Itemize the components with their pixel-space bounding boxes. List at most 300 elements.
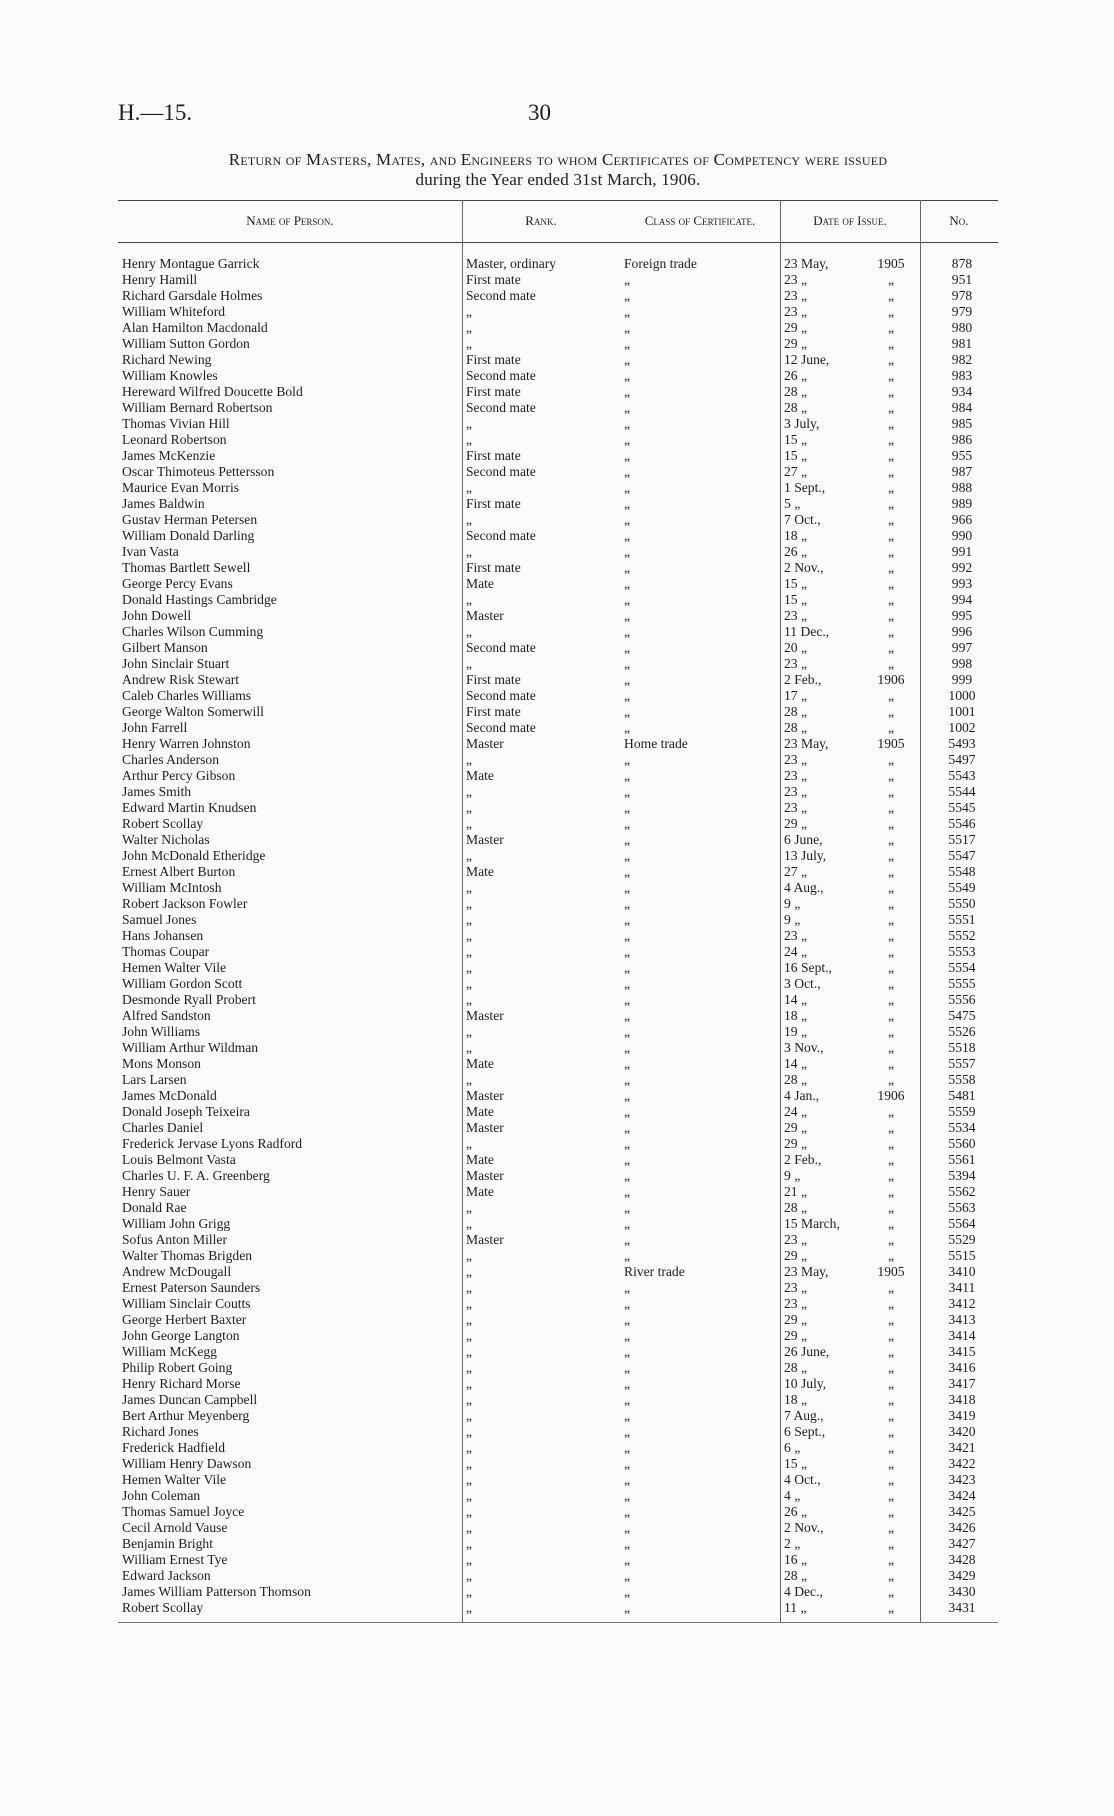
certificate-number-cell: 3416	[948, 1360, 976, 1375]
certificate-class-cell: „	[624, 1568, 631, 1583]
table-row	[118, 432, 998, 448]
person-name: John Williams	[122, 1024, 201, 1039]
table-row	[118, 624, 998, 640]
issue-year-cell: „	[887, 384, 895, 399]
column-header-class: Class of Certificate.	[644, 213, 756, 228]
certificate-class-cell: „	[624, 960, 631, 975]
table-row	[118, 1200, 998, 1216]
certificate-class-cell: Foreign trade	[624, 256, 697, 271]
certificate-number-cell: 5545	[948, 800, 976, 815]
certificate-number-cell: 5526	[948, 1024, 976, 1039]
rank-cell: „	[466, 480, 473, 495]
table-row	[118, 1184, 998, 1200]
table-row	[118, 832, 998, 848]
rank-cell: „	[466, 784, 473, 799]
certificate-number-cell: 994	[951, 592, 973, 607]
rank-cell: „	[466, 928, 473, 943]
rank-cell: „	[466, 1440, 473, 1455]
rank-cell: „	[466, 1536, 473, 1551]
column-header-name: Name of Person.	[246, 213, 334, 228]
person-name: John Farrell	[122, 720, 188, 735]
table-row	[118, 576, 998, 592]
issue-date-cell: 12 June,	[784, 352, 830, 367]
table-row	[118, 480, 998, 496]
person-name: William Ernest Tye	[122, 1552, 228, 1567]
person-name: Bert Arthur Meyenberg	[122, 1408, 250, 1423]
person-name: Thomas Coupar	[122, 944, 210, 959]
certificate-class-cell: „	[624, 1472, 631, 1487]
issue-year-cell: 1906	[877, 672, 905, 687]
issue-year-cell: „	[887, 1120, 895, 1135]
issue-year-cell: „	[887, 1408, 895, 1423]
table-row	[118, 416, 998, 432]
issue-year-cell: „	[887, 1456, 895, 1471]
rank-cell: Mate	[466, 864, 494, 879]
rank-cell: „	[466, 1280, 473, 1295]
person-name: Henry Hamill	[122, 272, 198, 287]
rank-cell: Second mate	[466, 288, 536, 303]
certificate-number-cell: 3424	[948, 1488, 976, 1503]
certificate-number-cell: 991	[951, 544, 973, 559]
certificate-class-cell: „	[624, 1424, 631, 1439]
person-name: William Sinclair Coutts	[122, 1296, 251, 1311]
rank-cell: Master	[466, 608, 504, 623]
certificate-class-cell: „	[624, 1488, 631, 1503]
certificate-class-cell: River trade	[624, 1264, 685, 1279]
certificate-class-cell: „	[624, 480, 631, 495]
issue-date-cell: 2 Feb.,	[784, 672, 822, 687]
certificate-number-cell: 982	[951, 352, 973, 367]
certificate-class-cell: „	[624, 720, 631, 735]
column-header-rank: Rank.	[525, 213, 557, 228]
issue-year-cell: „	[887, 1600, 895, 1615]
rank-cell: „	[466, 960, 473, 975]
table-row	[118, 1328, 998, 1344]
issue-date-cell: 4 Aug.,	[784, 880, 824, 895]
issue-date-cell: 29 „	[784, 1312, 808, 1327]
issue-year-cell: „	[887, 640, 895, 655]
person-name: Frederick Jervase Lyons Radford	[122, 1136, 303, 1151]
issue-date-cell: 23 „	[784, 288, 808, 303]
certificate-class-cell: „	[624, 944, 631, 959]
certificate-class-cell: „	[624, 1184, 631, 1199]
certificate-class-cell: „	[624, 688, 631, 703]
issue-date-cell: 14 „	[784, 992, 808, 1007]
rank-cell: „	[466, 1408, 473, 1423]
person-name: George Percy Evans	[122, 576, 233, 591]
table-row	[118, 1344, 998, 1360]
rank-cell: „	[466, 880, 473, 895]
issue-date-cell: 4 Dec.,	[784, 1584, 823, 1599]
person-name: Hemen Walter Vile	[122, 960, 227, 975]
rank-cell: „	[466, 752, 473, 767]
issue-year-cell: „	[887, 752, 895, 767]
certificate-class-cell: „	[624, 1088, 631, 1103]
certificate-class-cell: „	[624, 1152, 631, 1167]
issue-date-cell: 11 „	[784, 1600, 807, 1615]
page-title	[118, 150, 998, 190]
certificate-class-cell: „	[624, 1536, 631, 1551]
person-name: Robert Scollay	[122, 1600, 204, 1615]
rank-cell: „	[466, 304, 473, 319]
certificate-class-cell: „	[624, 560, 631, 575]
certificate-class-cell: „	[624, 1328, 631, 1343]
person-name: George Herbert Baxter	[122, 1312, 247, 1327]
rank-cell: First mate	[466, 672, 521, 687]
rank-cell: Master	[466, 1168, 504, 1183]
table-row	[118, 896, 998, 912]
table-row	[118, 1472, 998, 1488]
rank-cell: „	[466, 624, 473, 639]
rank-cell: „	[466, 816, 473, 831]
certificate-class-cell: „	[624, 432, 631, 447]
table-row	[118, 336, 998, 352]
certificate-class-cell: „	[624, 544, 631, 559]
rank-cell: Mate	[466, 1104, 494, 1119]
person-name: Louis Belmont Vasta	[122, 1152, 236, 1167]
rank-cell: Second mate	[466, 720, 536, 735]
certificate-number-cell: 5556	[948, 992, 976, 1007]
certificate-class-cell: „	[624, 1440, 631, 1455]
certificate-class-cell: Home trade	[624, 736, 688, 751]
rank-cell: „	[466, 1216, 473, 1231]
issue-year-cell: „	[887, 896, 895, 911]
rank-cell: Second mate	[466, 688, 536, 703]
issue-date-cell: 23 „	[784, 304, 808, 319]
issue-year-cell: „	[887, 288, 895, 303]
rank-cell: „	[466, 1424, 473, 1439]
person-name: Gustav Herman Petersen	[122, 512, 258, 527]
issue-date-cell: 9 „	[784, 896, 801, 911]
issue-date-cell: 18 „	[784, 528, 808, 543]
certificate-class-cell: „	[624, 1072, 631, 1087]
certificate-class-cell: „	[624, 880, 631, 895]
rank-cell: First mate	[466, 496, 521, 511]
rank-cell: Master	[466, 1232, 504, 1247]
issue-year-cell: „	[887, 480, 895, 495]
certificate-class-cell: „	[624, 656, 631, 671]
rank-cell: „	[466, 1568, 473, 1583]
certificate-number-cell: 3418	[948, 1392, 976, 1407]
issue-date-cell: 23 „	[784, 768, 808, 783]
rank-cell: „	[466, 1360, 473, 1375]
certificate-class-cell: „	[624, 304, 631, 319]
certificate-number-cell: 996	[951, 624, 973, 639]
certificate-number-cell: 5563	[948, 1200, 976, 1215]
table-row	[118, 1072, 998, 1088]
certificate-number-cell: 5551	[948, 912, 976, 927]
issue-date-cell: 28 „	[784, 1568, 808, 1583]
certificate-number-cell: 995	[951, 608, 973, 623]
table-row	[118, 1424, 998, 1440]
person-name: William Gordon Scott	[122, 976, 243, 991]
issue-date-cell: 23 „	[784, 1296, 808, 1311]
issue-year-cell: „	[887, 784, 895, 799]
issue-date-cell: 9 „	[784, 912, 801, 927]
issue-year-cell: „	[887, 1152, 895, 1167]
rank-cell: First mate	[466, 272, 521, 287]
table-row	[118, 464, 998, 480]
certificate-number-cell: 3427	[948, 1536, 976, 1551]
issue-date-cell: 28 „	[784, 400, 808, 415]
table-row	[118, 1552, 998, 1568]
certificate-number-cell: 5553	[948, 944, 976, 959]
rank-cell: Master	[466, 1120, 504, 1135]
table-row	[118, 512, 998, 528]
table-row	[118, 1024, 998, 1040]
table-row	[118, 880, 998, 896]
rank-cell: „	[466, 912, 473, 927]
certificate-number-cell: 5481	[948, 1088, 976, 1103]
certificate-class-cell: „	[624, 1520, 631, 1535]
certificate-number-cell: 5547	[948, 848, 976, 863]
certificate-class-cell: „	[624, 768, 631, 783]
issue-year-cell: „	[887, 1328, 895, 1343]
certificate-class-cell: „	[624, 1120, 631, 1135]
table-row	[118, 672, 998, 688]
table-row	[118, 1392, 998, 1408]
person-name: Hans Johansen	[122, 928, 204, 943]
person-name: William John Grigg	[122, 1216, 231, 1231]
issue-date-cell: 7 Oct.,	[784, 512, 821, 527]
certificate-number-cell: 984	[951, 400, 973, 415]
person-name: William Whiteford	[122, 304, 226, 319]
rank-cell: „	[466, 656, 473, 671]
certificate-class-cell: „	[624, 352, 631, 367]
rank-cell: „	[466, 1376, 473, 1391]
certificate-number-cell: 3425	[948, 1504, 976, 1519]
issue-year-cell: „	[887, 576, 895, 591]
issue-year-cell: „	[887, 592, 895, 607]
person-name: Charles Daniel	[122, 1120, 204, 1135]
certificate-number-cell: 5555	[948, 976, 976, 991]
certificate-number-cell: 986	[951, 432, 973, 447]
title-line-2: during the Year ended 31st March, 1906.	[415, 170, 701, 189]
issue-date-cell: 16 Sept.,	[784, 960, 832, 975]
issue-year-cell: „	[887, 400, 895, 415]
issue-year-cell: „	[887, 768, 895, 783]
issue-year-cell: „	[887, 1056, 895, 1071]
rank-cell: Second mate	[466, 464, 536, 479]
certificate-class-cell: „	[624, 1216, 631, 1231]
certificate-class-cell: „	[624, 1296, 631, 1311]
issue-year-cell: „	[887, 560, 895, 575]
issue-year-cell: „	[887, 1392, 895, 1407]
certificate-number-cell: 998	[951, 656, 973, 671]
rank-cell: „	[466, 1584, 473, 1599]
table-row	[118, 528, 998, 544]
issue-year-cell: „	[887, 848, 895, 863]
issue-date-cell: 23 May,	[784, 736, 829, 751]
person-name: Alan Hamilton Macdonald	[122, 320, 268, 335]
certificate-class-cell: „	[624, 928, 631, 943]
certificate-number-cell: 5557	[948, 1056, 976, 1071]
certificate-number-cell: 5549	[948, 880, 976, 895]
issue-year-cell: „	[887, 1136, 895, 1151]
certificate-number-cell: 3419	[948, 1408, 976, 1423]
issue-date-cell: 28 „	[784, 1360, 808, 1375]
certificate-class-cell: „	[624, 752, 631, 767]
certificate-class-cell: „	[624, 320, 631, 335]
issue-date-cell: 26 „	[784, 368, 808, 383]
rank-cell: „	[466, 1264, 473, 1279]
issue-date-cell: 23 „	[784, 1232, 808, 1247]
rank-cell: „	[466, 1312, 473, 1327]
person-name: Andrew Risk Stewart	[122, 672, 240, 687]
person-name: Donald Hastings Cambridge	[122, 592, 277, 607]
issue-date-cell: 21 „	[784, 1184, 808, 1199]
table-row	[118, 768, 998, 784]
column-header-number: No.	[949, 213, 969, 228]
issue-date-cell: 23 May,	[784, 1264, 829, 1279]
table-row	[118, 304, 998, 320]
issue-date-cell: 3 July,	[784, 416, 820, 431]
rank-cell: First mate	[466, 448, 521, 463]
rank-cell: Mate	[466, 576, 494, 591]
issue-year-cell: „	[887, 1184, 895, 1199]
certificate-class-cell: „	[624, 1200, 631, 1215]
issue-year-cell: „	[887, 800, 895, 815]
person-name: Gilbert Manson	[122, 640, 208, 655]
issue-year-cell: „	[887, 1312, 895, 1327]
issue-date-cell: 15 „	[784, 592, 808, 607]
certificate-number-cell: 1001	[948, 704, 976, 719]
certificate-number-cell: 985	[951, 416, 973, 431]
person-name: Thomas Samuel Joyce	[122, 1504, 245, 1519]
certificate-number-cell: 5543	[948, 768, 976, 783]
person-name: Ernest Paterson Saunders	[122, 1280, 261, 1295]
issue-date-cell: 7 Aug.,	[784, 1408, 824, 1423]
rank-cell: „	[466, 976, 473, 991]
person-name: James McKenzie	[122, 448, 216, 463]
certificate-number-cell: 993	[951, 576, 973, 591]
person-name: Andrew McDougall	[122, 1264, 232, 1279]
certificate-number-cell: 5529	[948, 1232, 976, 1247]
certificate-number-cell: 5559	[948, 1104, 976, 1119]
table-row	[118, 1520, 998, 1536]
certificate-number-cell: 3431	[948, 1600, 976, 1615]
person-name: Sofus Anton Miller	[122, 1232, 227, 1247]
certificate-class-cell: „	[624, 448, 631, 463]
issue-year-cell: „	[887, 864, 895, 879]
certificate-number-cell: 3429	[948, 1568, 976, 1583]
issue-year-cell: „	[887, 1536, 895, 1551]
certificate-number-cell: 5560	[948, 1136, 976, 1151]
issue-year-cell: 1905	[877, 736, 905, 751]
certificate-number-cell: 979	[951, 304, 973, 319]
table-row	[118, 1152, 998, 1168]
certificate-class-cell: „	[624, 400, 631, 415]
rank-cell: First mate	[466, 384, 521, 399]
rank-cell: „	[466, 1200, 473, 1215]
issue-year-cell: „	[887, 976, 895, 991]
document-reference: H.—15.	[118, 100, 193, 125]
person-name: John McDonald Etheridge	[122, 848, 266, 863]
table-row	[118, 496, 998, 512]
person-name: Charles Anderson	[122, 752, 220, 767]
certificate-class-cell: „	[624, 784, 631, 799]
issue-year-cell: „	[887, 1424, 895, 1439]
issue-date-cell: 15 March,	[784, 1216, 840, 1231]
issue-year-cell: „	[887, 1072, 895, 1087]
certificate-number-cell: 3412	[948, 1296, 976, 1311]
table-row	[118, 656, 998, 672]
rank-cell: Mate	[466, 1152, 494, 1167]
certificate-class-cell: „	[624, 1456, 631, 1471]
issue-date-cell: 23 „	[784, 928, 808, 943]
issue-date-cell: 23 „	[784, 800, 808, 815]
rank-cell: Second mate	[466, 640, 536, 655]
issue-date-cell: 27 „	[784, 864, 808, 879]
table-row	[118, 864, 998, 880]
table-row	[118, 912, 998, 928]
certificate-number-cell: 5561	[948, 1152, 976, 1167]
table-row	[118, 1056, 998, 1072]
rank-cell: „	[466, 336, 473, 351]
certificate-class-cell: „	[624, 384, 631, 399]
issue-year-cell: „	[887, 544, 895, 559]
issue-year-cell: „	[887, 416, 895, 431]
issue-date-cell: 28 „	[784, 720, 808, 735]
issue-year-cell: „	[887, 1584, 895, 1599]
certificate-class-cell: „	[624, 1168, 631, 1183]
person-name: Frederick Hadfield	[122, 1440, 226, 1455]
issue-year-cell: „	[887, 992, 895, 1007]
table-row	[118, 1408, 998, 1424]
table-row	[118, 1248, 998, 1264]
certificate-class-cell: „	[624, 864, 631, 879]
certificate-class-cell: „	[624, 368, 631, 383]
person-name: Alfred Sandston	[122, 1008, 211, 1023]
column-header-date: Date of Issue.	[813, 213, 887, 228]
issue-year-cell: „	[887, 464, 895, 479]
person-name: Charles Wilson Cumming	[122, 624, 264, 639]
issue-date-cell: 15 „	[784, 448, 808, 463]
issue-year-cell: „	[887, 432, 895, 447]
issue-year-cell: „	[887, 352, 895, 367]
issue-date-cell: 17 „	[784, 688, 808, 703]
certificate-class-cell: „	[624, 608, 631, 623]
table-row	[118, 704, 998, 720]
issue-year-cell: „	[887, 1280, 895, 1295]
certificate-number-cell: 5475	[948, 1008, 976, 1023]
rank-cell: Master	[466, 1008, 504, 1023]
issue-year-cell: „	[887, 1472, 895, 1487]
person-name: William Sutton Gordon	[122, 336, 250, 351]
issue-year-cell: „	[887, 272, 895, 287]
table-row	[118, 688, 998, 704]
certificate-class-cell: „	[624, 1584, 631, 1599]
issue-year-cell: „	[887, 944, 895, 959]
table-row	[118, 1568, 998, 1584]
table-row	[118, 544, 998, 560]
certificate-class-cell: „	[624, 1248, 631, 1263]
certificate-class-cell: „	[624, 912, 631, 927]
issue-year-cell: „	[887, 1232, 895, 1247]
certificate-class-cell: „	[624, 1312, 631, 1327]
certificate-class-cell: „	[624, 1104, 631, 1119]
certificate-number-cell: 3417	[948, 1376, 976, 1391]
person-name: Benjamin Bright	[122, 1536, 213, 1551]
certificate-number-cell: 5515	[948, 1248, 976, 1263]
issue-date-cell: 16 „	[784, 1552, 808, 1567]
rank-cell: First mate	[466, 560, 521, 575]
person-name: Henry Montague Garrick	[122, 256, 260, 271]
table-row	[118, 1312, 998, 1328]
table-row	[118, 368, 998, 384]
person-name: Thomas Bartlett Sewell	[122, 560, 251, 575]
table-row	[118, 592, 998, 608]
